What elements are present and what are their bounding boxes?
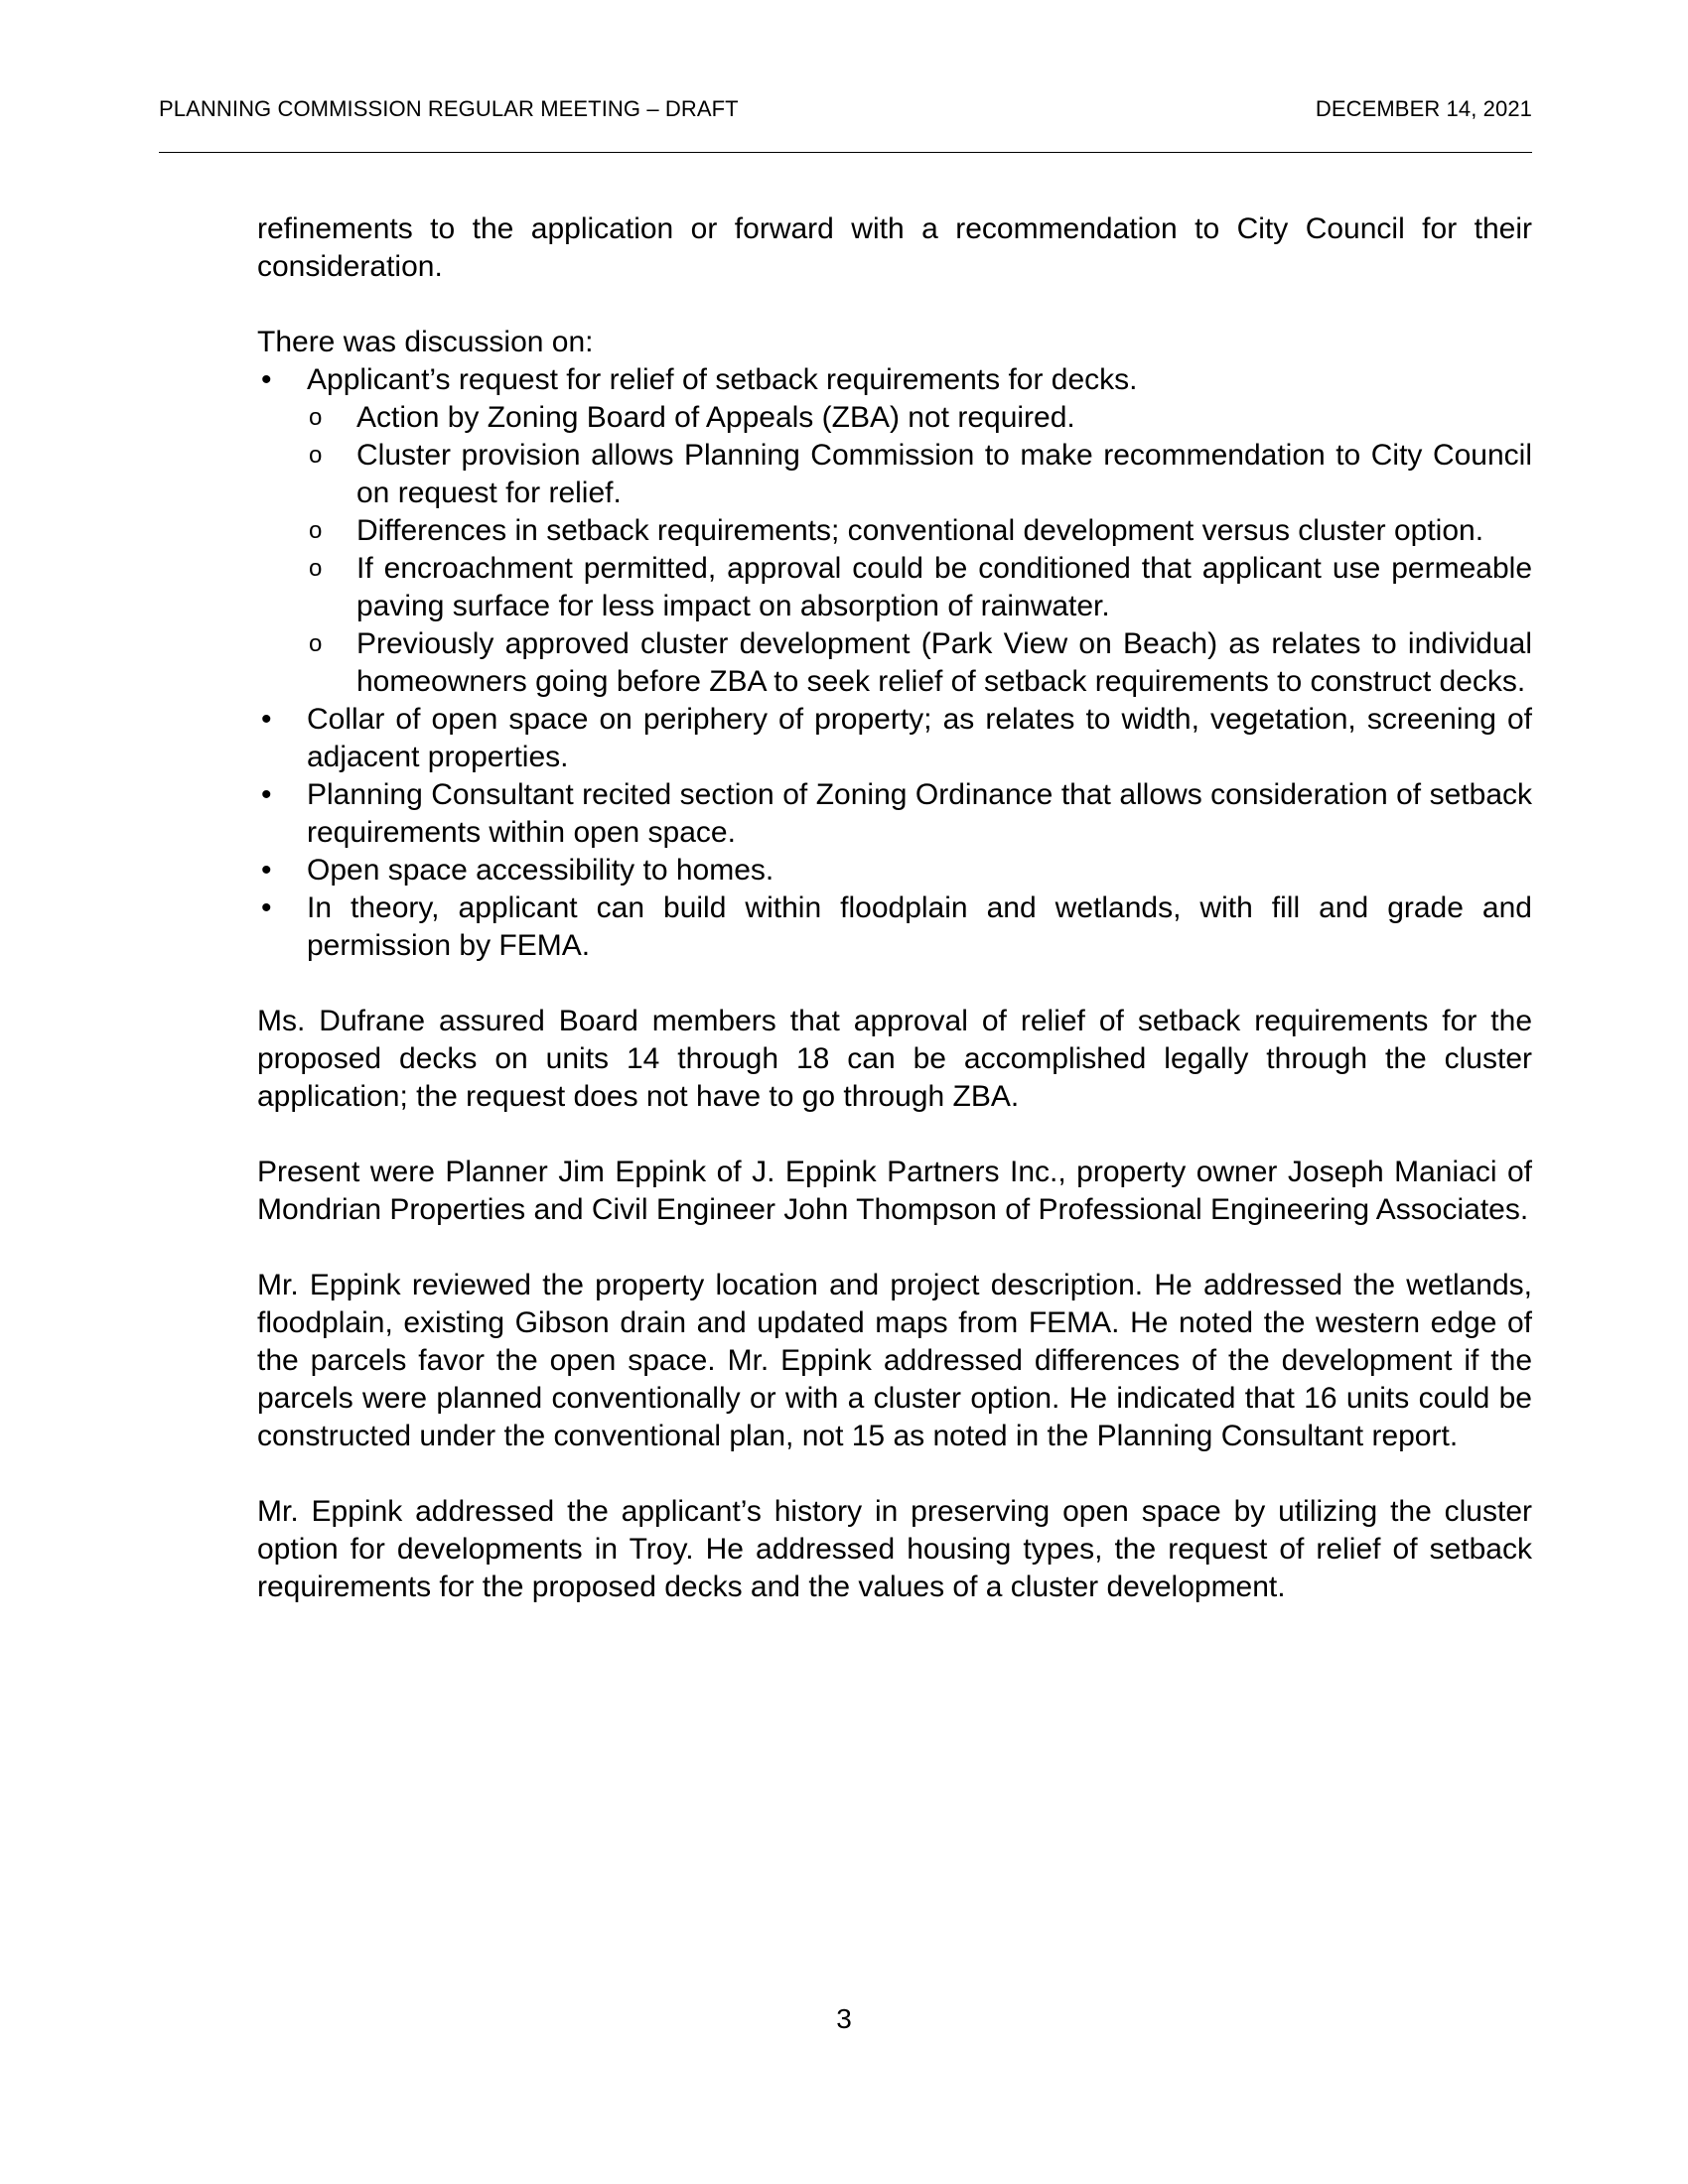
sub-list-item [307,550,1532,625]
sub-bullet-icon: o [309,630,323,657]
list-item [257,701,1532,776]
header-date: DECEMBER 14, 2021 [1315,96,1532,121]
bullet-icon: • [261,363,272,396]
sub-bullet-icon: o [309,517,323,544]
bullet-icon: • [261,854,272,887]
list-item [257,776,1532,852]
list-item-text: Applicant’s request for relief of setback requirements for decks. [307,363,1138,396]
bullet-icon: • [261,891,272,924]
list-item [257,852,1532,889]
bullet-icon: • [261,778,272,811]
sub-list-item-text: Previously approved cluster development (Park View on Beach) as relates to individual homeowners going before ZBA to seek relief of setback requirements to construct decks. [356,627,1532,698]
bullet-icon: • [261,703,272,736]
discussion-list [257,361,1532,965]
sub-bullet-icon: o [309,555,323,582]
document-body [257,210,1532,1606]
page-number: 3 [836,2003,852,2034]
list-item [257,889,1532,965]
sub-bullet-icon: o [309,442,323,469]
paragraph-continuation: refinements to the application or forward with a recommendation to City Council for their consideration. [257,212,1532,283]
sub-list-item [307,512,1532,550]
list-item [257,361,1532,701]
sub-list-item-text: If encroachment permitted, approval could be conditioned that applicant use permeable paving surface for less impact on absorption of rainwater. [356,552,1532,622]
paragraph-eppink-review: Mr. Eppink reviewed the property location and project description. He addressed the wetlands, floodplain, existing Gibson drain and updated maps from FEMA. He noted the western edge of the parcels favor the open space. Mr. Eppink addressed differences of the development if the parcels were planned conventionally or with a cluster option. He indicated that 16 units could be constructed under the conventional plan, not 15 as noted in the Planning Consultant report. [257,1269,1532,1452]
sub-list-item [307,625,1532,701]
paragraph-present: Present were Planner Jim Eppink of J. Eppink Partners Inc., property owner Joseph Maniaci of Mondrian Properties and Civil Engineer John Thompson of Professional Engineering Associates. [257,1156,1532,1226]
page-header [159,96,1532,153]
sub-list-item [307,399,1532,437]
sub-bullet-icon: o [309,404,323,431]
paragraph-eppink-history: Mr. Eppink addressed the applicant’s history in preserving open space by utilizing the cluster option for developments in Troy. He addressed housing types, the request of relief of setback requirements for the proposed decks and the values of a cluster development. [257,1495,1532,1603]
header-title: PLANNING COMMISSION REGULAR MEETING – DRAFT [159,96,739,121]
sub-list-item-text: Differences in setback requirements; conventional development versus cluster option. [356,514,1484,547]
list-item-text: Planning Consultant recited section of Zoning Ordinance that allows consideration of setback requirements within open space. [307,778,1532,849]
paragraph-discussion-intro: There was discussion on: [257,326,594,358]
sub-list-item [307,437,1532,512]
list-item-text: Collar of open space on periphery of property; as relates to width, vegetation, screening of adjacent properties. [307,703,1532,773]
sub-list-item-text: Action by Zoning Board of Appeals (ZBA) not required. [356,401,1075,434]
list-item-text: Open space accessibility to homes. [307,854,774,887]
sub-list-item-text: Cluster provision allows Planning Commission to make recommendation to City Council on request for relief. [356,439,1532,509]
paragraph-dufrane: Ms. Dufrane assured Board members that approval of relief of setback requirements for the proposed decks on units 14 through 18 can be accomplished legally through the cluster application; the request does not have to go through ZBA. [257,1005,1532,1113]
sub-list [307,399,1532,701]
list-item-text: In theory, applicant can build within floodplain and wetlands, with fill and grade and permission by FEMA. [307,891,1532,962]
